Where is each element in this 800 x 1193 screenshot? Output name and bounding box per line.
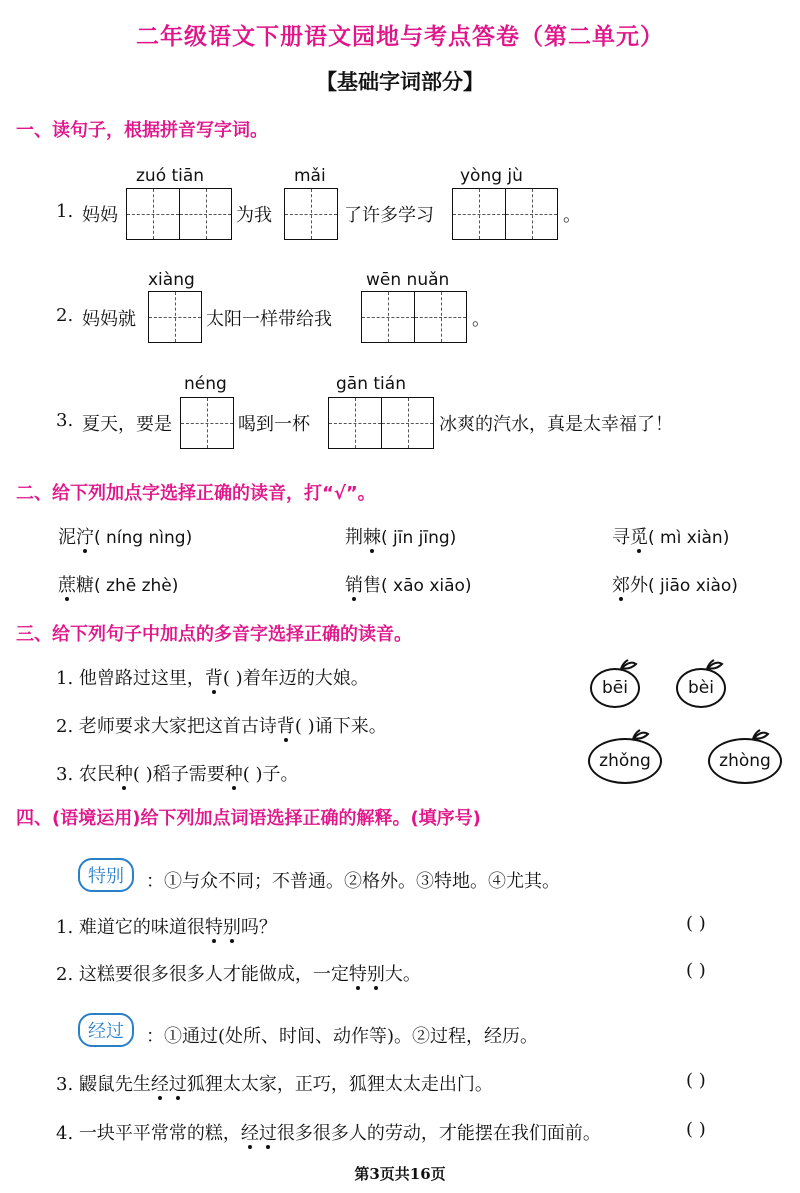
pron-char-dotted: 棘 (363, 523, 381, 549)
pron-char-plain: 外 (630, 575, 648, 596)
q1-number: 1. (56, 201, 74, 222)
s4-question-4: 4. 一块平平常常的糕，经过 很多很多人的劳动，才能摆在我们面前。 (56, 1119, 601, 1145)
pron-char-plain: 寻 (612, 527, 630, 548)
writing-grid-neng[interactable] (180, 397, 234, 449)
answer-paren-4[interactable]: ( ) (686, 1119, 706, 1140)
s4-question-1: 1. 难道它的味道很特别 吗？ (56, 913, 277, 939)
dotted-word: 经过 (151, 1070, 187, 1096)
pron-options[interactable]: ( jiāo xiào) (648, 576, 738, 596)
q1-text-1: 妈妈 (82, 205, 118, 226)
q3-text-2: 喝到一杯 (238, 414, 310, 435)
writing-grid-zuotian[interactable] (126, 188, 232, 240)
pron-char-plain: 糖 (76, 575, 94, 596)
definition-jingguo: ：①通过(处所、时间、动作等)。②过程，经历。 (146, 1026, 539, 1047)
writing-grid-mai[interactable] (284, 188, 338, 240)
q2-text-1: 妈妈就 (82, 309, 136, 330)
pinyin-neng: néng (184, 374, 227, 394)
pinyin-mai: mǎi (294, 166, 326, 186)
pron-item-jinjing (345, 523, 456, 549)
pron-item-ningning (58, 523, 192, 549)
dotted-word: 经过 (241, 1119, 277, 1145)
writing-grid-wennuan[interactable] (361, 291, 467, 343)
q3-number: 3. (56, 410, 74, 431)
q3-text-3: 冰爽的汽水，真是太幸福了！ (439, 414, 673, 435)
section1-heading: 一、读句子，根据拼音写字词。 (16, 120, 268, 141)
pron-char-dotted: 泞 (76, 523, 94, 549)
pinyin-bubble-bei1: bēi (590, 668, 640, 708)
q1-text-3: 了许多学习 (344, 205, 434, 226)
pron-item-jiaoxiao (612, 571, 738, 597)
s4-question-3: 3. 鼹鼠先生经过 狐狸太太家，正巧，狐狸太太走出门。 (56, 1070, 493, 1096)
writing-grid-gantian[interactable] (328, 397, 434, 449)
pron-options[interactable]: ( jīn jīng) (381, 528, 457, 548)
pron-options[interactable]: ( xāo xiāo) (381, 576, 472, 596)
q1-text-4: 。 (563, 205, 581, 226)
s3-question-2: 2. 老师要求大家把这首古诗背 ( )诵下来。 (56, 712, 387, 738)
pron-item-mixian (612, 523, 729, 549)
pron-item-zhezhe (58, 571, 178, 597)
pron-char-plain: 荆 (345, 527, 363, 548)
q2-text-2: 太阳一样带给我 (206, 309, 332, 330)
pinyin-bubble-zhong3: zhǒng (588, 738, 662, 784)
pron-char-dotted: 销 (345, 571, 363, 597)
pron-char-dotted: 郊 (612, 571, 630, 597)
pinyin-bubble-zhong4: zhòng (708, 738, 782, 784)
answer-blank[interactable]: ( )稻子需要 (132, 764, 225, 785)
answer-blank[interactable]: ( )着年迈的大娘。 (222, 668, 369, 689)
pinyin-bubble-bei4: bèi (676, 668, 726, 708)
s4-question-2: 2. 这糕要很多很多人才能做成，一定特别 大。 (56, 960, 421, 986)
page-title: 二年级语文下册语文园地与考点答卷（第二单元） (136, 23, 664, 50)
pinyin-wennuan: wēn nuǎn (366, 270, 450, 290)
section3-heading: 三、给下列句子中加点的多音字选择正确的读音。 (16, 624, 412, 645)
pron-char-plain: 售 (363, 575, 381, 596)
page-subtitle: 【基础字词部分】 (316, 69, 484, 94)
pron-options[interactable]: ( níng nìng) (94, 528, 193, 548)
q3-text-1: 夏天，要是 (82, 414, 172, 435)
pron-char-dotted: 觅 (630, 523, 648, 549)
writing-grid-yongju[interactable] (452, 188, 558, 240)
page-footer: 第3页共16页 (354, 1165, 446, 1183)
section2-heading: 二、给下列加点字选择正确的读音，打“√”。 (16, 483, 376, 504)
answer-blank[interactable]: ( )诵下来。 (294, 716, 387, 737)
pinyin-zuotian: zuó tiān (136, 166, 205, 186)
dotted-char: 种 (115, 760, 133, 786)
pinyin-xiang: xiàng (148, 270, 195, 290)
s3-question-1: 1. 他曾路过这里，背 ( )着年迈的大娘。 (56, 664, 369, 690)
pinyin-gantian: gān tián (336, 374, 406, 394)
dotted-char: 种 (225, 760, 243, 786)
dotted-word: 特别 (349, 960, 385, 986)
definition-tebie: ：①与众不同；不普通。②格外。③特地。④尤其。 (146, 871, 560, 892)
pron-options[interactable]: ( zhē zhè) (94, 576, 179, 596)
pron-char-plain: 泥 (58, 527, 76, 548)
answer-paren-1[interactable]: ( ) (686, 913, 706, 934)
answer-blank[interactable]: ( )子。 (242, 764, 299, 785)
q1-text-2: 为我 (236, 205, 272, 226)
pron-char-dotted: 蔗 (58, 571, 76, 597)
section4-heading: 四、(语境运用)给下列加点词语选择正确的解释。(填序号) (16, 808, 481, 829)
word-tag-jingguo: 经过 (78, 1013, 134, 1047)
answer-paren-3[interactable]: ( ) (686, 1070, 706, 1091)
answer-paren-2[interactable]: ( ) (686, 960, 706, 981)
dotted-char: 背 (205, 664, 223, 690)
s3-question-3: 3. 农民种 ( )稻子需要种 ( )子。 (56, 760, 298, 786)
pinyin-yongju: yòng jù (460, 166, 523, 186)
writing-grid-xiang[interactable] (148, 291, 202, 343)
q2-text-3: 。 (472, 309, 490, 330)
dotted-char: 背 (277, 712, 295, 738)
pron-options[interactable]: ( mì xiàn) (648, 528, 730, 548)
q2-number: 2. (56, 305, 74, 326)
word-tag-tebie: 特别 (78, 858, 134, 892)
pron-item-xaoxiao (345, 571, 472, 597)
dotted-word: 特别 (205, 913, 241, 939)
